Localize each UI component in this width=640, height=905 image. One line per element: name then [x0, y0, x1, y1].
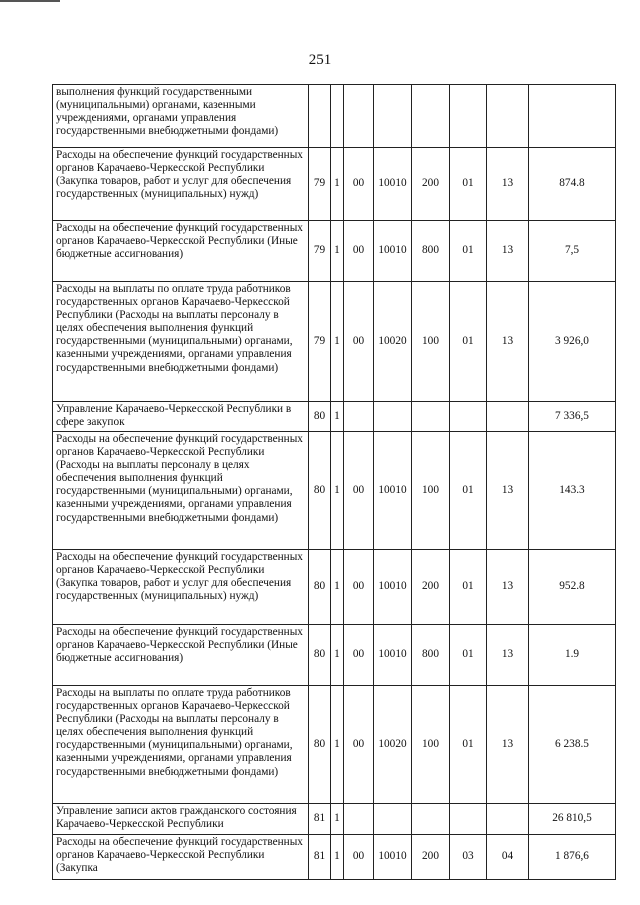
code-cell-c6: 01: [450, 148, 487, 221]
code-cell-c4: 10010: [374, 432, 412, 550]
expense-name-cell: Расходы на выплаты по оплате труда работников государственных органов Карачаево-Черкесской Республики (Расходы на выплаты персоналу в целях обеспечения выполнения функций государственными (муниципальными) органами, казенными учреждениями, органами управления государственными внебюджетными фондами): [53, 282, 309, 402]
code-cell-c1: 80: [309, 402, 331, 432]
code-cell-c3: 00: [344, 282, 374, 402]
table-row: [53, 804, 616, 835]
expense-name-cell: Расходы на обеспечение функций государственных органов Карачаево-Черкесской Республики (Закупка: [53, 835, 309, 880]
code-cell-c7: 04: [487, 835, 529, 880]
code-cell-c2: 1: [331, 282, 344, 402]
code-cell-c7: 13: [487, 432, 529, 550]
amount-cell: [529, 85, 616, 148]
table-body: [53, 85, 616, 880]
code-cell-c5: 100: [412, 686, 450, 804]
budget-table: [52, 84, 616, 880]
expense-name-cell: Расходы на обеспечение функций государственных органов Карачаево-Черкесской Республики (Иные бюджетные ассигнования): [53, 625, 309, 686]
scan-edge-mark: [0, 0, 60, 2]
code-cell-c5: 800: [412, 625, 450, 686]
code-cell-c3: 00: [344, 686, 374, 804]
code-cell-c2: 1: [331, 402, 344, 432]
code-cell-c4: 10020: [374, 282, 412, 402]
code-cell-c6: [450, 85, 487, 148]
expense-name-cell: Управление Карачаево-Черкесской Республики в сфере закупок: [53, 402, 309, 432]
code-cell-c5: 200: [412, 148, 450, 221]
code-cell-c1: [309, 85, 331, 148]
code-cell-c4: 10010: [374, 625, 412, 686]
code-cell-c7: [487, 402, 529, 432]
code-cell-c2: 1: [331, 804, 344, 835]
code-cell-c5: 200: [412, 550, 450, 625]
code-cell-c7: [487, 85, 529, 148]
code-cell-c7: 13: [487, 282, 529, 402]
code-cell-c6: 03: [450, 835, 487, 880]
expense-name-cell: Расходы на обеспечение функций государственных органов Карачаево-Черкесской Республики (Иные бюджетные ассигнования): [53, 221, 309, 282]
table-row: [53, 282, 616, 402]
code-cell-c3: 00: [344, 625, 374, 686]
code-cell-c1: 81: [309, 835, 331, 880]
code-cell-c4: 10010: [374, 550, 412, 625]
code-cell-c4: [374, 85, 412, 148]
code-cell-c2: 1: [331, 625, 344, 686]
code-cell-c1: 80: [309, 625, 331, 686]
code-cell-c3: 00: [344, 432, 374, 550]
code-cell-c7: 13: [487, 550, 529, 625]
table-row: [53, 85, 616, 148]
code-cell-c3: 00: [344, 835, 374, 880]
amount-cell: 7 336,5: [529, 402, 616, 432]
table-row: [53, 686, 616, 804]
table-row: [53, 835, 616, 880]
code-cell-c3: 00: [344, 148, 374, 221]
code-cell-c2: 1: [331, 550, 344, 625]
amount-cell: 6 238.5: [529, 686, 616, 804]
amount-cell: 1 876,6: [529, 835, 616, 880]
code-cell-c7: 13: [487, 686, 529, 804]
table-row: [53, 550, 616, 625]
code-cell-c3: [344, 804, 374, 835]
code-cell-c1: 80: [309, 432, 331, 550]
code-cell-c1: 79: [309, 148, 331, 221]
expense-name-cell: Расходы на выплаты по оплате труда работников государственных органов Карачаево-Черкесской Республики (Расходы на выплаты персоналу в целях обеспечения выполнения функций государственными (муниципальными) органами, казенными учреждениями, органами управления государственными внебюджетными фондами): [53, 686, 309, 804]
code-cell-c7: 13: [487, 625, 529, 686]
expense-name-cell: Расходы на обеспечение функций государственных органов Карачаево-Черкесской Республики (Расходы на выплаты персоналу в целях обеспечения выполнения функций государственными (муниципальными) органами, казенными учреждениями, органами управления государственными внебюджетными фондами): [53, 432, 309, 550]
expense-name-cell: выполнения функций государственными (муниципальными) органами, казенными учреждениями, органами управления государственными внебюджетными фондами): [53, 85, 309, 148]
expense-name-cell: Управление записи актов гражданского состояния Карачаево-Черкесской Республики: [53, 804, 309, 835]
code-cell-c6: 01: [450, 686, 487, 804]
table-row: [53, 221, 616, 282]
code-cell-c2: 1: [331, 686, 344, 804]
expense-name-cell: Расходы на обеспечение функций государственных органов Карачаево-Черкесской Республики (Закупка товаров, работ и услуг для обеспечения государственных (муниципальных) нужд): [53, 550, 309, 625]
code-cell-c5: 800: [412, 221, 450, 282]
code-cell-c4: 10010: [374, 221, 412, 282]
amount-cell: 143.3: [529, 432, 616, 550]
code-cell-c6: [450, 804, 487, 835]
table-row: [53, 432, 616, 550]
code-cell-c4: 10010: [374, 148, 412, 221]
code-cell-c6: 01: [450, 550, 487, 625]
code-cell-c2: 1: [331, 835, 344, 880]
code-cell-c5: [412, 804, 450, 835]
code-cell-c3: 00: [344, 221, 374, 282]
table-row: [53, 625, 616, 686]
code-cell-c1: 79: [309, 221, 331, 282]
amount-cell: 3 926,0: [529, 282, 616, 402]
table-row: [53, 148, 616, 221]
code-cell-c6: 01: [450, 625, 487, 686]
expense-name-cell: Расходы на обеспечение функций государственных органов Карачаево-Черкесской Республики (Закупка товаров, работ и услуг для обеспечения государственных (муниципальных) нужд): [53, 148, 309, 221]
table-row: [53, 402, 616, 432]
code-cell-c1: 81: [309, 804, 331, 835]
code-cell-c2: 1: [331, 148, 344, 221]
code-cell-c6: 01: [450, 432, 487, 550]
code-cell-c2: [331, 85, 344, 148]
code-cell-c4: 10020: [374, 686, 412, 804]
code-cell-c1: 79: [309, 282, 331, 402]
code-cell-c5: 100: [412, 432, 450, 550]
page-number: 251: [308, 52, 332, 68]
code-cell-c6: 01: [450, 282, 487, 402]
amount-cell: 7,5: [529, 221, 616, 282]
amount-cell: 874.8: [529, 148, 616, 221]
code-cell-c3: [344, 402, 374, 432]
code-cell-c7: 13: [487, 221, 529, 282]
amount-cell: 26 810,5: [529, 804, 616, 835]
code-cell-c1: 80: [309, 686, 331, 804]
code-cell-c3: 00: [344, 550, 374, 625]
code-cell-c4: [374, 804, 412, 835]
code-cell-c6: 01: [450, 221, 487, 282]
code-cell-c4: 10010: [374, 835, 412, 880]
code-cell-c5: [412, 85, 450, 148]
amount-cell: 952.8: [529, 550, 616, 625]
code-cell-c5: [412, 402, 450, 432]
code-cell-c2: 1: [331, 221, 344, 282]
code-cell-c6: [450, 402, 487, 432]
code-cell-c4: [374, 402, 412, 432]
code-cell-c3: [344, 85, 374, 148]
code-cell-c7: [487, 804, 529, 835]
code-cell-c5: 200: [412, 835, 450, 880]
code-cell-c5: 100: [412, 282, 450, 402]
amount-cell: 1.9: [529, 625, 616, 686]
code-cell-c7: 13: [487, 148, 529, 221]
code-cell-c2: 1: [331, 432, 344, 550]
code-cell-c1: 80: [309, 550, 331, 625]
